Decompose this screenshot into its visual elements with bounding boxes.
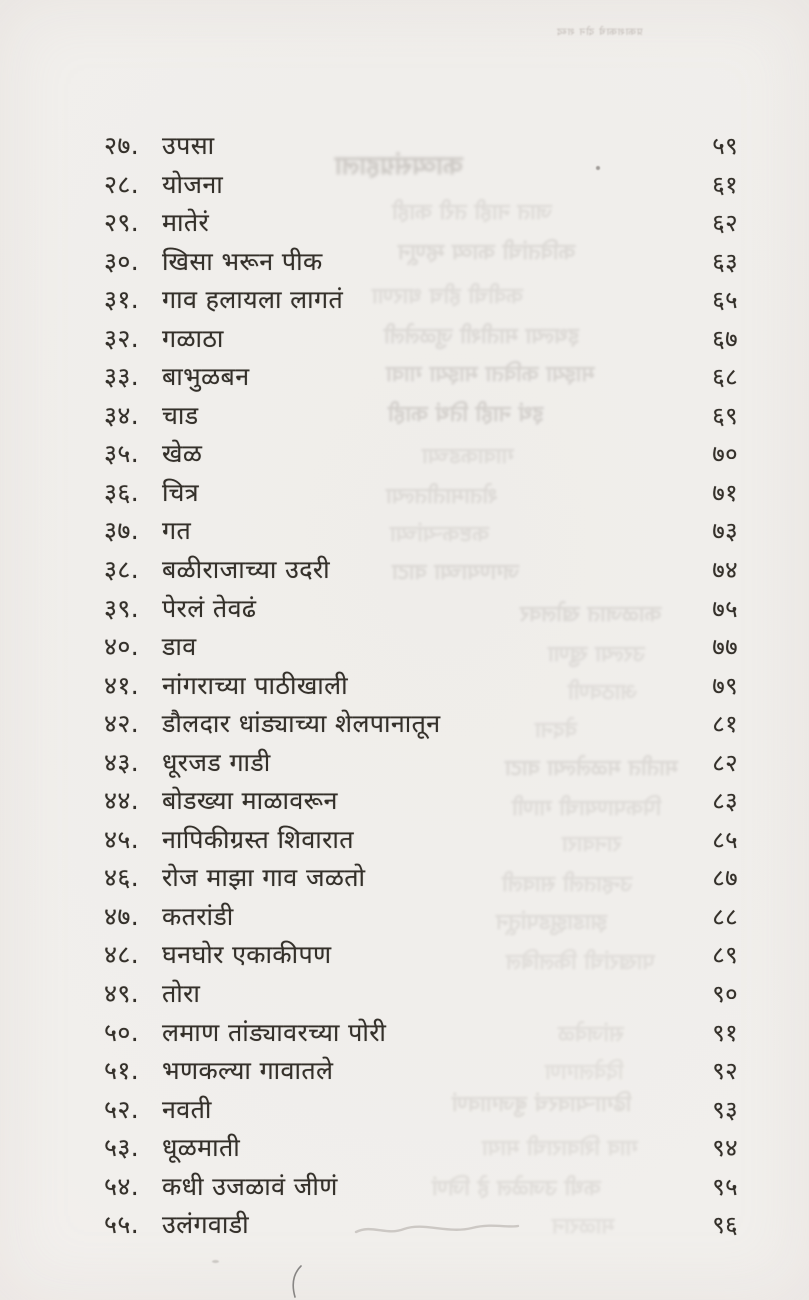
toc-row xyxy=(104,668,738,707)
toc-entry-number: ३१. xyxy=(104,285,140,315)
bleedthrough-header-text: प्रकाशकाचे दोन शब्द xyxy=(556,27,643,38)
toc-entry-page: ९० xyxy=(712,980,738,1009)
toc-entry-page: ८८ xyxy=(712,902,738,931)
bleedthrough-text: माळरान xyxy=(552,1214,615,1239)
bleedthrough-text: आठवणी xyxy=(568,680,638,705)
toc-entry-page: ७५ xyxy=(712,594,738,623)
toc-entry-title: खेळ xyxy=(162,439,203,469)
toc-entry-page: ७७ xyxy=(712,633,738,662)
toc-row xyxy=(104,629,738,668)
bleedthrough-text: काळजात खोलवर xyxy=(520,602,662,627)
toc-entry-number: ४२. xyxy=(104,709,140,739)
bleedthrough-text: काव्यसंग्रहाला xyxy=(335,151,463,181)
toc-row xyxy=(104,321,738,360)
toc-row xyxy=(104,976,738,1015)
bleedthrough-text: सांजवेळ xyxy=(558,1022,624,1047)
bleedthrough-text: वेदना xyxy=(535,718,577,743)
toc-row xyxy=(104,899,738,938)
toc-entry-number: ४७. xyxy=(104,901,140,931)
pen-stroke-mark xyxy=(268,1262,328,1300)
toc-entry-number: २७. xyxy=(104,131,140,160)
toc-entry-title: नांगराच्या पाठीखाली xyxy=(162,670,348,700)
toc-entry-number: ५४. xyxy=(104,1171,140,1201)
toc-entry-title: कतरांडी xyxy=(162,901,234,931)
toc-row xyxy=(104,398,738,437)
toc-row xyxy=(104,745,738,784)
toc-entry-title: बाभुळबन xyxy=(162,362,250,392)
toc-entry-title: डौलदार धांड्याच्या शेलपानातून xyxy=(162,709,441,739)
bleedthrough-text: कधी उजळेल हे जिणं xyxy=(432,1176,601,1201)
toc-entry-page: ९२ xyxy=(712,1057,738,1086)
toc-entry-page: ८१ xyxy=(712,710,738,739)
toc-entry-page: ६५ xyxy=(712,286,738,315)
toc-row xyxy=(104,1169,738,1208)
toc-row xyxy=(104,167,738,206)
toc-entry-number: ३९. xyxy=(104,593,140,623)
toc-entry-page: ९६ xyxy=(712,1211,738,1240)
toc-row xyxy=(104,552,738,591)
toc-entry-title: उपसा xyxy=(162,131,215,160)
toc-entry-page: ७४ xyxy=(712,556,738,585)
toc-row xyxy=(104,513,738,552)
bleedthrough-text: इथं नाही तिथं काही xyxy=(388,402,544,427)
toc-row xyxy=(104,475,738,514)
toc-row xyxy=(104,205,738,244)
toc-entry-page: ८९ xyxy=(712,941,738,970)
bleedthrough-text: उन्हातली सावली xyxy=(502,872,633,897)
bleedthrough-text: पाखरांची किलबिल xyxy=(506,950,655,975)
toc-entry-page: ६१ xyxy=(712,170,738,199)
toc-row xyxy=(104,591,738,630)
toc-entry-title: मातेरं xyxy=(162,208,210,238)
toc-entry-title: डाव xyxy=(162,632,197,662)
toc-entry-title: उलंगवाडी xyxy=(162,1210,249,1240)
toc-row xyxy=(104,706,738,745)
toc-entry-number: २८. xyxy=(104,169,140,199)
toc-entry-number: ५५. xyxy=(104,1210,140,1240)
toc-entry-page: ९३ xyxy=(712,1095,738,1124)
toc-entry-number: २९. xyxy=(104,208,140,238)
toc-entry-number: ५१. xyxy=(104,1056,140,1086)
bleedthrough-text: शेतामातीतल्या xyxy=(386,484,498,509)
toc-row xyxy=(104,359,738,398)
toc-entry-number: ५३. xyxy=(104,1133,140,1163)
toc-entry-number: ४८. xyxy=(104,940,140,970)
toc-entry-page: ८३ xyxy=(712,787,738,816)
bleedthrough-text: उरल्या खुणा xyxy=(548,642,645,667)
toc-entry-title: नापिकीग्रस्त शिवारात xyxy=(162,824,354,854)
toc-entry-title: चित्र xyxy=(162,477,199,507)
ink-speck xyxy=(212,1260,219,1263)
toc-entry-title: बोडख्या माळावरून xyxy=(162,786,338,816)
toc-entry-page: ९५ xyxy=(712,1172,738,1201)
toc-entry-number: ३७. xyxy=(104,516,140,546)
toc-row xyxy=(104,1092,738,1131)
toc-entry-number: ४०. xyxy=(104,632,140,662)
bleedthrough-text: माझ्या कविता माझ्या गावा xyxy=(386,362,595,387)
bleedthrough-text: इथल्या मातीशी जुळलेली xyxy=(384,324,580,349)
toc-entry-page: ७९ xyxy=(712,671,738,700)
toc-entry-number: ३६. xyxy=(104,477,140,507)
bleedthrough-text: पिकपाण्याची गाणी xyxy=(512,796,662,821)
toc-entry-number: ४४. xyxy=(104,786,140,816)
toc-entry-page: ६९ xyxy=(712,401,738,430)
toc-entry-number: ४१. xyxy=(104,670,140,700)
toc-row xyxy=(104,436,738,475)
toc-row xyxy=(104,1053,738,1092)
bleedthrough-text: कष्टकऱ्यांच्या xyxy=(390,522,490,547)
toc-row xyxy=(104,282,738,321)
toc-row xyxy=(104,937,738,976)
toc-entry-title: धूरजड गाडी xyxy=(162,747,271,777)
toc-row xyxy=(104,128,738,167)
toc-entry-page: ९१ xyxy=(712,1018,738,1047)
toc-entry-page: ७३ xyxy=(712,517,738,546)
toc-entry-page: ८७ xyxy=(712,864,738,893)
toc-entry-title: पेरलं तेवढं xyxy=(162,593,257,623)
bleedthrough-text: गाव शिवाराची माया xyxy=(482,1136,638,1161)
bleedthrough-text: जगण्याच्या वाटा xyxy=(392,560,520,585)
toc-entry-page: ७१ xyxy=(712,478,738,507)
toc-entry-title: योजना xyxy=(162,169,224,199)
toc-row xyxy=(104,1207,738,1246)
toc-entry-number: ४५. xyxy=(104,824,140,854)
toc-entry-number: ३८. xyxy=(104,555,140,585)
toc-row xyxy=(104,783,738,822)
toc-entry-title: गत xyxy=(162,516,192,546)
toc-entry-title: धूळमाती xyxy=(162,1133,241,1163)
toc-entry-number: ५०. xyxy=(104,1017,140,1047)
toc-list xyxy=(104,128,738,1246)
bleedthrough-text: दिवेलागण xyxy=(545,1060,624,1085)
bleedthrough-text: रानवारा xyxy=(562,832,622,857)
bleedthrough-text: कवितांची काव्य म्हणून xyxy=(398,240,576,265)
toc-entry-page: ६७ xyxy=(712,324,738,353)
toc-entry-page: ६३ xyxy=(712,247,738,276)
toc-entry-title: गाव हलायला लागतं xyxy=(162,285,344,315)
bleedthrough-text: गावाकडच्या xyxy=(422,444,514,469)
toc-entry-title: भणकल्या गावातले xyxy=(162,1056,334,1086)
toc-entry-title: कधी उजळावं जीणं xyxy=(162,1171,338,1201)
toc-entry-title: बळीराजाच्या उदरी xyxy=(162,555,330,585)
toc-entry-number: ३२. xyxy=(104,323,140,353)
toc-entry-page: ५९ xyxy=(712,132,738,160)
toc-entry-page: ६२ xyxy=(712,209,738,238)
toc-entry-title: रोज माझा गाव जळतो xyxy=(162,863,366,893)
toc-entry-title: खिसा भरून पीक xyxy=(162,246,323,276)
bleedthrough-text: मातीत मळलेल्या वाटा xyxy=(505,756,678,781)
toc-entry-page: ६८ xyxy=(712,363,738,392)
toc-row xyxy=(104,822,738,861)
toc-row xyxy=(104,860,738,899)
toc-entry-number: ३३. xyxy=(104,362,140,392)
bleedthrough-text: कवीची हीच धारणा xyxy=(372,284,523,309)
bleedthrough-text: झाडाझुडपांतून xyxy=(496,910,608,935)
toc-entry-number: ४३. xyxy=(104,747,140,777)
toc-entry-title: लमाण तांड्यावरच्या पोरी xyxy=(162,1017,387,1047)
toc-entry-page: ८५ xyxy=(712,825,738,854)
toc-entry-page: ८२ xyxy=(712,748,738,777)
toc-entry-number: ५२. xyxy=(104,1094,140,1124)
toc-entry-number: ४६. xyxy=(104,863,140,893)
toc-entry-page: ९४ xyxy=(712,1134,738,1163)
toc-row xyxy=(104,1015,738,1054)
toc-entry-page: ७० xyxy=(712,440,738,469)
toc-entry-number: ३५. xyxy=(104,439,140,469)
toc-entry-number: ३४. xyxy=(104,400,140,430)
toc-entry-title: घनघोर एकाकीपण xyxy=(162,940,332,970)
toc-entry-number: ४९. xyxy=(104,979,140,1009)
toc-row xyxy=(104,1130,738,1169)
toc-entry-title: चाड xyxy=(162,400,199,430)
bleedthrough-text: जात नाही तरी काही xyxy=(392,200,553,225)
toc-entry-title: गळाठा xyxy=(162,323,224,353)
toc-entry-number: ३०. xyxy=(104,246,140,276)
toc-row xyxy=(104,244,738,283)
toc-entry-title: नवती xyxy=(162,1094,212,1124)
toc-entry-title: तोरा xyxy=(162,979,201,1009)
bleedthrough-text: ढिगाऱ्यावरचं बुजगावणं xyxy=(452,1092,632,1117)
